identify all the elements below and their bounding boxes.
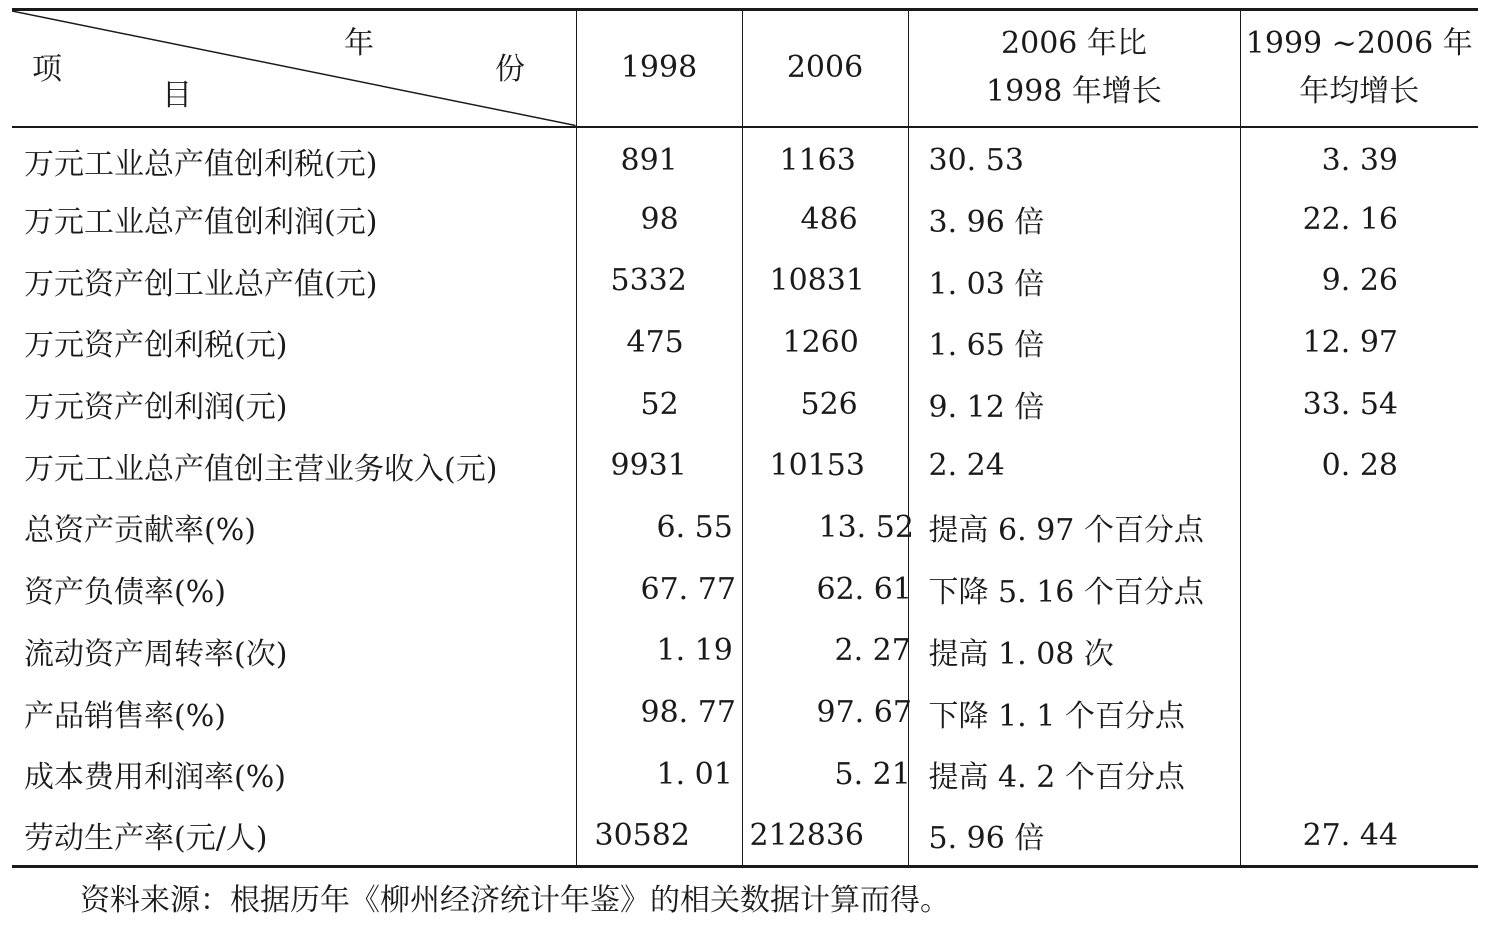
value-2006: 212836 xyxy=(742,805,908,867)
row-label: 资产负债率(%) xyxy=(12,558,576,620)
table-row xyxy=(12,558,1478,620)
table-row xyxy=(12,188,1478,250)
table-row xyxy=(12,127,1478,189)
value-growth: 9. 12 倍 xyxy=(908,373,1240,435)
value-1998: 9931 xyxy=(576,435,742,497)
value-1998: 30582 xyxy=(576,805,742,867)
value-2006: 2. 27 xyxy=(742,620,908,682)
value-2006: 526 xyxy=(742,373,908,435)
header-growth-line1: 2006 年比 xyxy=(1001,26,1147,62)
value-annual-avg: 0. 28 xyxy=(1321,448,1398,484)
table-row xyxy=(12,682,1478,744)
value-annual-avg: 9. 26 xyxy=(1321,263,1398,299)
value-annual-avg: 33. 54 xyxy=(1302,386,1398,422)
table-row xyxy=(12,805,1478,867)
table-row xyxy=(12,373,1478,435)
header-year-char-1: 年 xyxy=(344,26,374,61)
value-annual-avg: 27. 44 xyxy=(1302,817,1398,853)
value-growth: 提高 1. 08 次 xyxy=(908,620,1240,682)
value-2006: 1163 xyxy=(742,127,908,189)
table-row xyxy=(12,620,1478,682)
header-year-char-2: 份 xyxy=(495,52,525,87)
row-label: 万元资产创利润(元) xyxy=(12,373,576,435)
row-label: 流动资产周转率(次) xyxy=(12,620,576,682)
header-item-char-2: 目 xyxy=(162,78,192,113)
row-label: 万元工业总产值创利税(元) xyxy=(12,127,576,189)
table-row xyxy=(12,250,1478,312)
row-label: 万元工业总产值创利润(元) xyxy=(12,188,576,250)
row-label: 万元工业总产值创主营业务收入(元) xyxy=(12,435,576,497)
table-body xyxy=(12,127,1478,867)
value-growth: 下降 5. 16 个百分点 xyxy=(908,558,1240,620)
value-2006: 13. 52 xyxy=(742,497,908,559)
value-1998: 1. 19 xyxy=(576,620,742,682)
value-1998: 98 xyxy=(576,188,742,250)
value-2006: 97. 67 xyxy=(742,682,908,744)
value-growth: 3. 96 倍 xyxy=(908,188,1240,250)
value-2006: 10831 xyxy=(742,250,908,312)
value-2006: 5. 21 xyxy=(742,743,908,805)
value-annual-avg xyxy=(1240,558,1478,620)
row-label: 成本费用利润率(%) xyxy=(12,743,576,805)
table-row xyxy=(12,497,1478,559)
efficiency-indicators-table xyxy=(12,8,1478,868)
value-annual-avg: 3. 39 xyxy=(1321,143,1398,179)
table-row xyxy=(12,435,1478,497)
header-avg-line2: 年均增长 xyxy=(1299,74,1420,110)
value-1998: 5332 xyxy=(576,250,742,312)
value-1998: 52 xyxy=(576,373,742,435)
statistics-table-container xyxy=(12,8,1478,868)
header-item-char-1: 项 xyxy=(32,52,62,87)
diagonal-line xyxy=(12,11,576,126)
value-1998: 67. 77 xyxy=(576,558,742,620)
value-1998: 1. 01 xyxy=(576,743,742,805)
value-growth: 30. 53 xyxy=(908,127,1240,189)
value-annual-avg: 12. 97 xyxy=(1302,324,1398,360)
value-1998: 6. 55 xyxy=(576,497,742,559)
value-growth: 1. 03 倍 xyxy=(908,250,1240,312)
header-annual-avg xyxy=(1240,10,1478,127)
row-label: 万元资产创工业总产值(元) xyxy=(12,250,576,312)
value-annual-avg xyxy=(1240,620,1478,682)
row-label: 劳动生产率(元/人) xyxy=(12,805,576,867)
diagonal-header-cell xyxy=(12,10,576,127)
value-annual-avg xyxy=(1240,497,1478,559)
value-annual-avg xyxy=(1240,682,1478,744)
row-label: 总资产贡献率(%) xyxy=(12,497,576,559)
table-header-row xyxy=(12,10,1478,127)
value-annual-avg: 22. 16 xyxy=(1302,201,1398,237)
value-growth: 下降 1. 1 个百分点 xyxy=(908,682,1240,744)
value-growth: 提高 6. 97 个百分点 xyxy=(908,497,1240,559)
header-1998: 1998 xyxy=(576,10,742,127)
value-growth: 提高 4. 2 个百分点 xyxy=(908,743,1240,805)
value-1998: 98. 77 xyxy=(576,682,742,744)
value-growth: 1. 65 倍 xyxy=(908,312,1240,374)
value-1998: 475 xyxy=(576,312,742,374)
row-label: 产品销售率(%) xyxy=(12,682,576,744)
header-2006: 2006 xyxy=(742,10,908,127)
table-row xyxy=(12,743,1478,805)
value-1998: 891 xyxy=(576,127,742,189)
table-row xyxy=(12,312,1478,374)
value-growth: 2. 24 xyxy=(908,435,1240,497)
value-annual-avg xyxy=(1240,743,1478,805)
value-growth: 5. 96 倍 xyxy=(908,805,1240,867)
value-2006: 1260 xyxy=(742,312,908,374)
data-source-note: 资料来源：根据历年《柳州经济统计年鉴》的相关数据计算而得。 xyxy=(80,883,950,918)
value-2006: 62. 61 xyxy=(742,558,908,620)
row-label: 万元资产创利税(元) xyxy=(12,312,576,374)
value-2006: 486 xyxy=(742,188,908,250)
value-2006: 10153 xyxy=(742,435,908,497)
header-growth xyxy=(908,10,1240,127)
header-growth-line2: 1998 年增长 xyxy=(986,74,1162,110)
header-avg-line1: 1999 ~2006 年 xyxy=(1245,26,1473,62)
